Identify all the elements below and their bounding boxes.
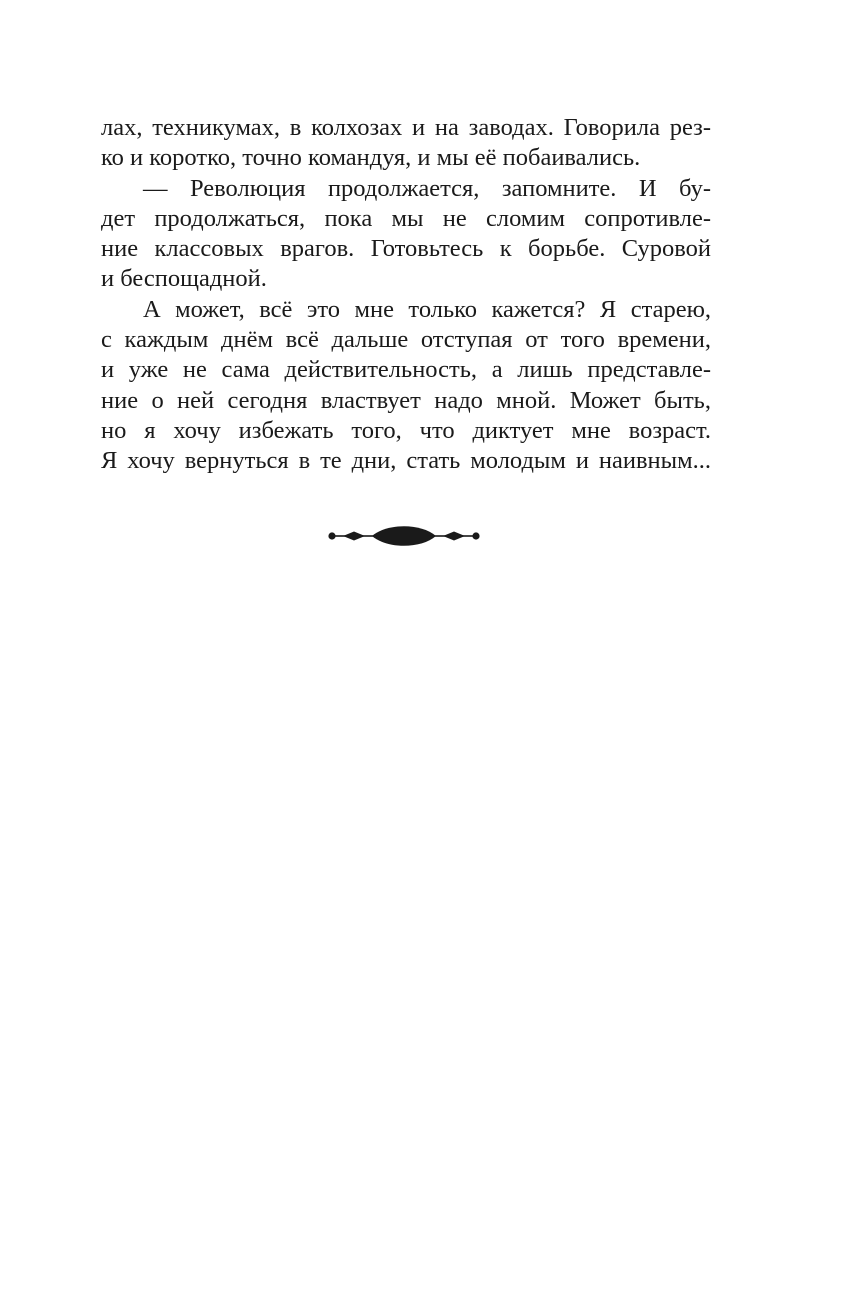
text-line: ние классовых врагов. Готовьтесь к борьбе. Суровой <box>101 235 711 263</box>
text-line: лах, техникумах, в колхозах и на заводах. Говорила рез- <box>101 114 711 141</box>
text-line: с каждым днём всё дальше отступая от того времени, <box>101 326 711 354</box>
text-line: Я хочу вернуться в те дни, стать молодым и наивным... <box>101 447 711 475</box>
section-divider-ornament-icon <box>327 524 481 548</box>
text-line: но я хочу избежать того, что диктует мне возраст. <box>101 416 711 444</box>
text-line: А может, всё это мне только кажется? Я старею, <box>143 295 711 323</box>
text-line: и беспощадной. <box>101 265 267 293</box>
body-text <box>101 113 711 477</box>
text-line: ние о ней сегодня властвует надо мной. Может быть, <box>101 386 711 414</box>
text-line: и уже не сама действительность, а лишь представле- <box>101 356 711 384</box>
text-line: ко и коротко, точно командуя, и мы её побаивались. <box>101 144 641 172</box>
text-line: — Революция продолжается, запомните. И бу- <box>143 174 711 202</box>
text-line: дет продолжаться, пока мы не сломим сопротивле- <box>101 204 711 232</box>
